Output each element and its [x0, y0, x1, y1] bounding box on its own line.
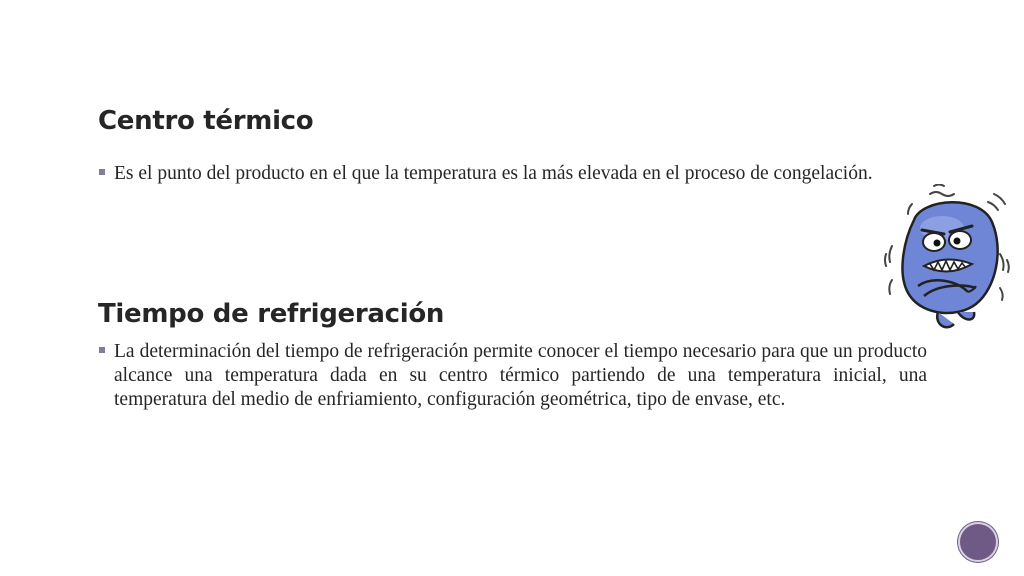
heading-centro-termico: Centro térmico	[98, 106, 314, 136]
bullet-marker-icon	[99, 347, 105, 353]
bullet-item-centro-termico	[99, 162, 889, 186]
heading-tiempo-refrigeracion: Tiempo de refrigeración	[98, 299, 445, 329]
shivering-character-icon	[884, 184, 1012, 336]
bullet-text: Es el punto del producto en el que la temperatura es la más elevada en el proceso de congelación.	[114, 163, 873, 184]
slide-number-badge	[958, 522, 998, 562]
bullet-item-tiempo-refrigeracion	[99, 340, 927, 412]
bullet-text: La determinación del tiempo de refrigeración permite conocer el tiempo necesario para que un producto alcance una temperatura dada en su centro térmico partiendo de una temperatura inicial, una temperatura del medio de enfriamiento, configuración geométrica, tipo de envase, etc.	[114, 341, 927, 410]
bullet-marker-icon	[99, 169, 105, 175]
